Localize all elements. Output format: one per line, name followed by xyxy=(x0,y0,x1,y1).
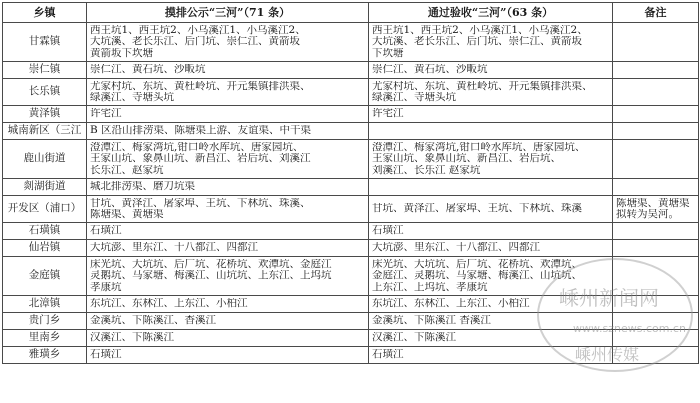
publicity-line: 金溪坑、下陈溪江、杳溪江 xyxy=(90,315,216,327)
cell-accepted xyxy=(369,313,613,330)
note-line: 拟转为吴河。 xyxy=(616,209,679,220)
table-row xyxy=(3,179,699,196)
accepted-line: 西王坑1、西王坑2、小乌溪江1、小乌溪江2、 xyxy=(372,24,588,36)
cell-publicity xyxy=(87,223,369,240)
accepted-line: 大坑溪、老长乐江、后门坑、崇仁江、黄箭坂 xyxy=(372,36,582,48)
table-row xyxy=(3,23,699,62)
table-row xyxy=(3,240,699,257)
cell-town: 仙岩镇 xyxy=(3,240,87,257)
accepted-line: 汉溪江、下陈溪江 xyxy=(372,332,456,344)
cell-note xyxy=(613,196,699,223)
cell-publicity xyxy=(87,313,369,330)
cell-note xyxy=(613,23,699,62)
accepted-line: 上东江、上坞坑、孝康坑 xyxy=(372,281,488,293)
accepted-line: 崇仁江、黄石坑、沙畈坑 xyxy=(372,64,488,76)
watermark-name: 嵊州新闻网 xyxy=(559,286,659,310)
accepted-line: 刘溪江、长乐江 赵家坑 xyxy=(372,164,481,176)
header-town: 乡镇 xyxy=(3,3,87,23)
publicity-line: 大坑澎、里东江、十八都江、四都江 xyxy=(90,242,258,254)
cell-town: 里南乡 xyxy=(3,330,87,347)
publicity-line: 城北排涝渠、磨刀坑渠 xyxy=(90,181,195,193)
table-body xyxy=(3,23,699,364)
cell-town: 开发区（浦口） xyxy=(3,196,87,223)
note-line: 陈塘渠、黄塘渠 xyxy=(616,197,690,209)
cell-accepted xyxy=(369,23,613,62)
cell-town: 雅璜乡 xyxy=(3,347,87,364)
cell-accepted xyxy=(369,62,613,79)
table-row xyxy=(3,257,699,296)
publicity-line: 孝康坑 xyxy=(90,281,122,293)
accepted-line: 澄潭江、梅家湾坑,钳口岭水库坑、唐家园坑、 xyxy=(372,141,586,153)
publicity-line: 崇仁江、黄石坑、沙畈坑 xyxy=(90,64,206,76)
cell-note xyxy=(613,140,699,179)
table-row xyxy=(3,313,699,330)
cell-accepted xyxy=(369,257,613,296)
table-row xyxy=(3,106,699,123)
cell-accepted xyxy=(369,196,613,223)
cell-publicity xyxy=(87,179,369,196)
publicity-line: 黄箭坂下坎塘 xyxy=(90,47,153,59)
publicity-line: 绿溪江、寺塘头坑 xyxy=(90,92,174,103)
cell-town: 贵门乡 xyxy=(3,313,87,330)
table-row xyxy=(3,330,699,347)
cell-accepted xyxy=(369,330,613,347)
accepted-line: 金溪坑、下陈溪江 杳溪江 xyxy=(372,315,491,327)
accepted-line: 绿溪江、寺塘头坑 xyxy=(372,92,456,103)
publicity-line: 石璜江 xyxy=(90,349,122,361)
cell-note xyxy=(613,62,699,79)
cell-accepted xyxy=(369,123,613,140)
publicity-line: 尤家村坑、东坑、黄杜岭坑、开元集镇排洪渠、 xyxy=(90,80,311,92)
cell-note xyxy=(613,79,699,106)
publicity-line: 汉溪江、下陈溪江 xyxy=(90,332,174,344)
publicity-line: 灵鹅坑、马家塘、梅溪江、山坑坑、上东江、上坞坑 xyxy=(90,270,332,282)
accepted-line: 大坑澎、里东江、十八都江、四都江 xyxy=(372,242,540,254)
table-row xyxy=(3,296,699,313)
accepted-line: 尤家村坑、东坑、黄杜岭坑、开元集镇排洪渠、 xyxy=(372,80,593,92)
accepted-line: 许宅江 xyxy=(372,108,404,120)
publicity-line: 澄潭江、梅家湾坑,钳口岭水库坑、唐家园坑、 xyxy=(90,141,304,153)
cell-note xyxy=(613,179,699,196)
table-row xyxy=(3,123,699,140)
river-table xyxy=(2,2,699,364)
cell-town: 鹿山街道 xyxy=(3,140,87,179)
publicity-line: 西王坑1、西王坑2、小乌溪江1、小乌溪江2、 xyxy=(90,24,306,36)
cell-accepted xyxy=(369,140,613,179)
cell-town: 长乐镇 xyxy=(3,79,87,106)
publicity-line: 东坑江、东林江、上东江、小柏江 xyxy=(90,298,248,310)
publicity-line: B 区沿山排涝渠、陈塘渠上游、友谊渠、中干渠 xyxy=(90,125,312,137)
publicity-line: 王家山坑、象鼻山坑、新昌江、岩后坑、刘溪江 xyxy=(90,153,311,165)
accepted-line: 金庭江、灵鹅坑、马家塘、梅溪江、山坑坑、 xyxy=(372,270,582,282)
cell-accepted xyxy=(369,179,613,196)
header-row xyxy=(3,3,699,23)
cell-town: 金庭镇 xyxy=(3,257,87,296)
cell-publicity xyxy=(87,296,369,313)
accepted-line: 东坑江、东林江、上东江、小柏江 xyxy=(372,298,530,310)
cell-town: 石璜镇 xyxy=(3,223,87,240)
cell-town: 城南新区（三江 xyxy=(3,123,87,140)
accepted-line: 石璜江 xyxy=(372,349,404,361)
table-row xyxy=(3,140,699,179)
cell-accepted xyxy=(369,223,613,240)
table-row xyxy=(3,79,699,106)
cell-note xyxy=(613,347,699,364)
header-note: 备注 xyxy=(613,3,699,23)
cell-town: 黄泽镇 xyxy=(3,106,87,123)
watermark-tagline: 嵊州传媒 xyxy=(575,345,640,364)
accepted-line: 下坎塘 xyxy=(372,47,404,59)
cell-accepted xyxy=(369,347,613,364)
header-accepted: 通过验收“三河”（63 条） xyxy=(369,3,613,23)
cell-note xyxy=(613,123,699,140)
accepted-line: 王家山坑、象鼻山坑、新昌江、岩后坑、 xyxy=(372,153,561,165)
table-row xyxy=(3,347,699,364)
publicity-line: 大坑溪、老长乐江、后门坑、崇仁江、黄箭坂 xyxy=(90,36,300,48)
cell-town: 崇仁镇 xyxy=(3,62,87,79)
accepted-line: 床光坑、大坑坑、后厂坑、花桥坑、欢潭坑、 xyxy=(372,258,582,270)
watermark-url: www.sznews.com.cn xyxy=(573,322,686,335)
cell-note xyxy=(613,257,699,296)
cell-publicity xyxy=(87,196,369,223)
cell-publicity xyxy=(87,240,369,257)
cell-town: 北漳镇 xyxy=(3,296,87,313)
cell-note xyxy=(613,223,699,240)
publicity-line: 许宅江 xyxy=(90,108,122,120)
cell-accepted xyxy=(369,79,613,106)
publicity-line: 甘坑、黄泽江、屠家埠、王坑、下林坑、珠溪、 xyxy=(90,197,311,209)
cell-publicity xyxy=(87,106,369,123)
accepted-line: 甘坑、黄泽江、屠家埠、王坑、下林坑、珠溪 xyxy=(372,203,582,215)
cell-publicity xyxy=(87,79,369,106)
cell-note xyxy=(613,313,699,330)
cell-note xyxy=(613,330,699,347)
table-row xyxy=(3,62,699,79)
publicity-line: 床光坑、大坑坑、后厂坑、花桥坑、欢潭坑、金庭江 xyxy=(90,258,332,270)
cell-note xyxy=(613,106,699,123)
cell-publicity xyxy=(87,140,369,179)
cell-note xyxy=(613,240,699,257)
table-row xyxy=(3,196,699,223)
cell-publicity xyxy=(87,347,369,364)
table-row xyxy=(3,223,699,240)
cell-accepted xyxy=(369,296,613,313)
cell-publicity xyxy=(87,257,369,296)
header-publicity: 摸排公示“三河”（71 条） xyxy=(87,3,369,23)
accepted-line: 石璜江 xyxy=(372,225,404,237)
cell-town: 剡湖街道 xyxy=(3,179,87,196)
cell-accepted xyxy=(369,240,613,257)
publicity-line: 陈塘渠、黄塘渠 xyxy=(90,209,164,220)
publicity-line: 石璜江 xyxy=(90,225,122,237)
publicity-line: 长乐江、赵家坑 xyxy=(90,164,164,176)
cell-town: 甘霖镇 xyxy=(3,23,87,62)
cell-publicity xyxy=(87,123,369,140)
cell-note xyxy=(613,296,699,313)
cell-accepted xyxy=(369,106,613,123)
cell-publicity xyxy=(87,23,369,62)
cell-publicity xyxy=(87,62,369,79)
cell-publicity xyxy=(87,330,369,347)
